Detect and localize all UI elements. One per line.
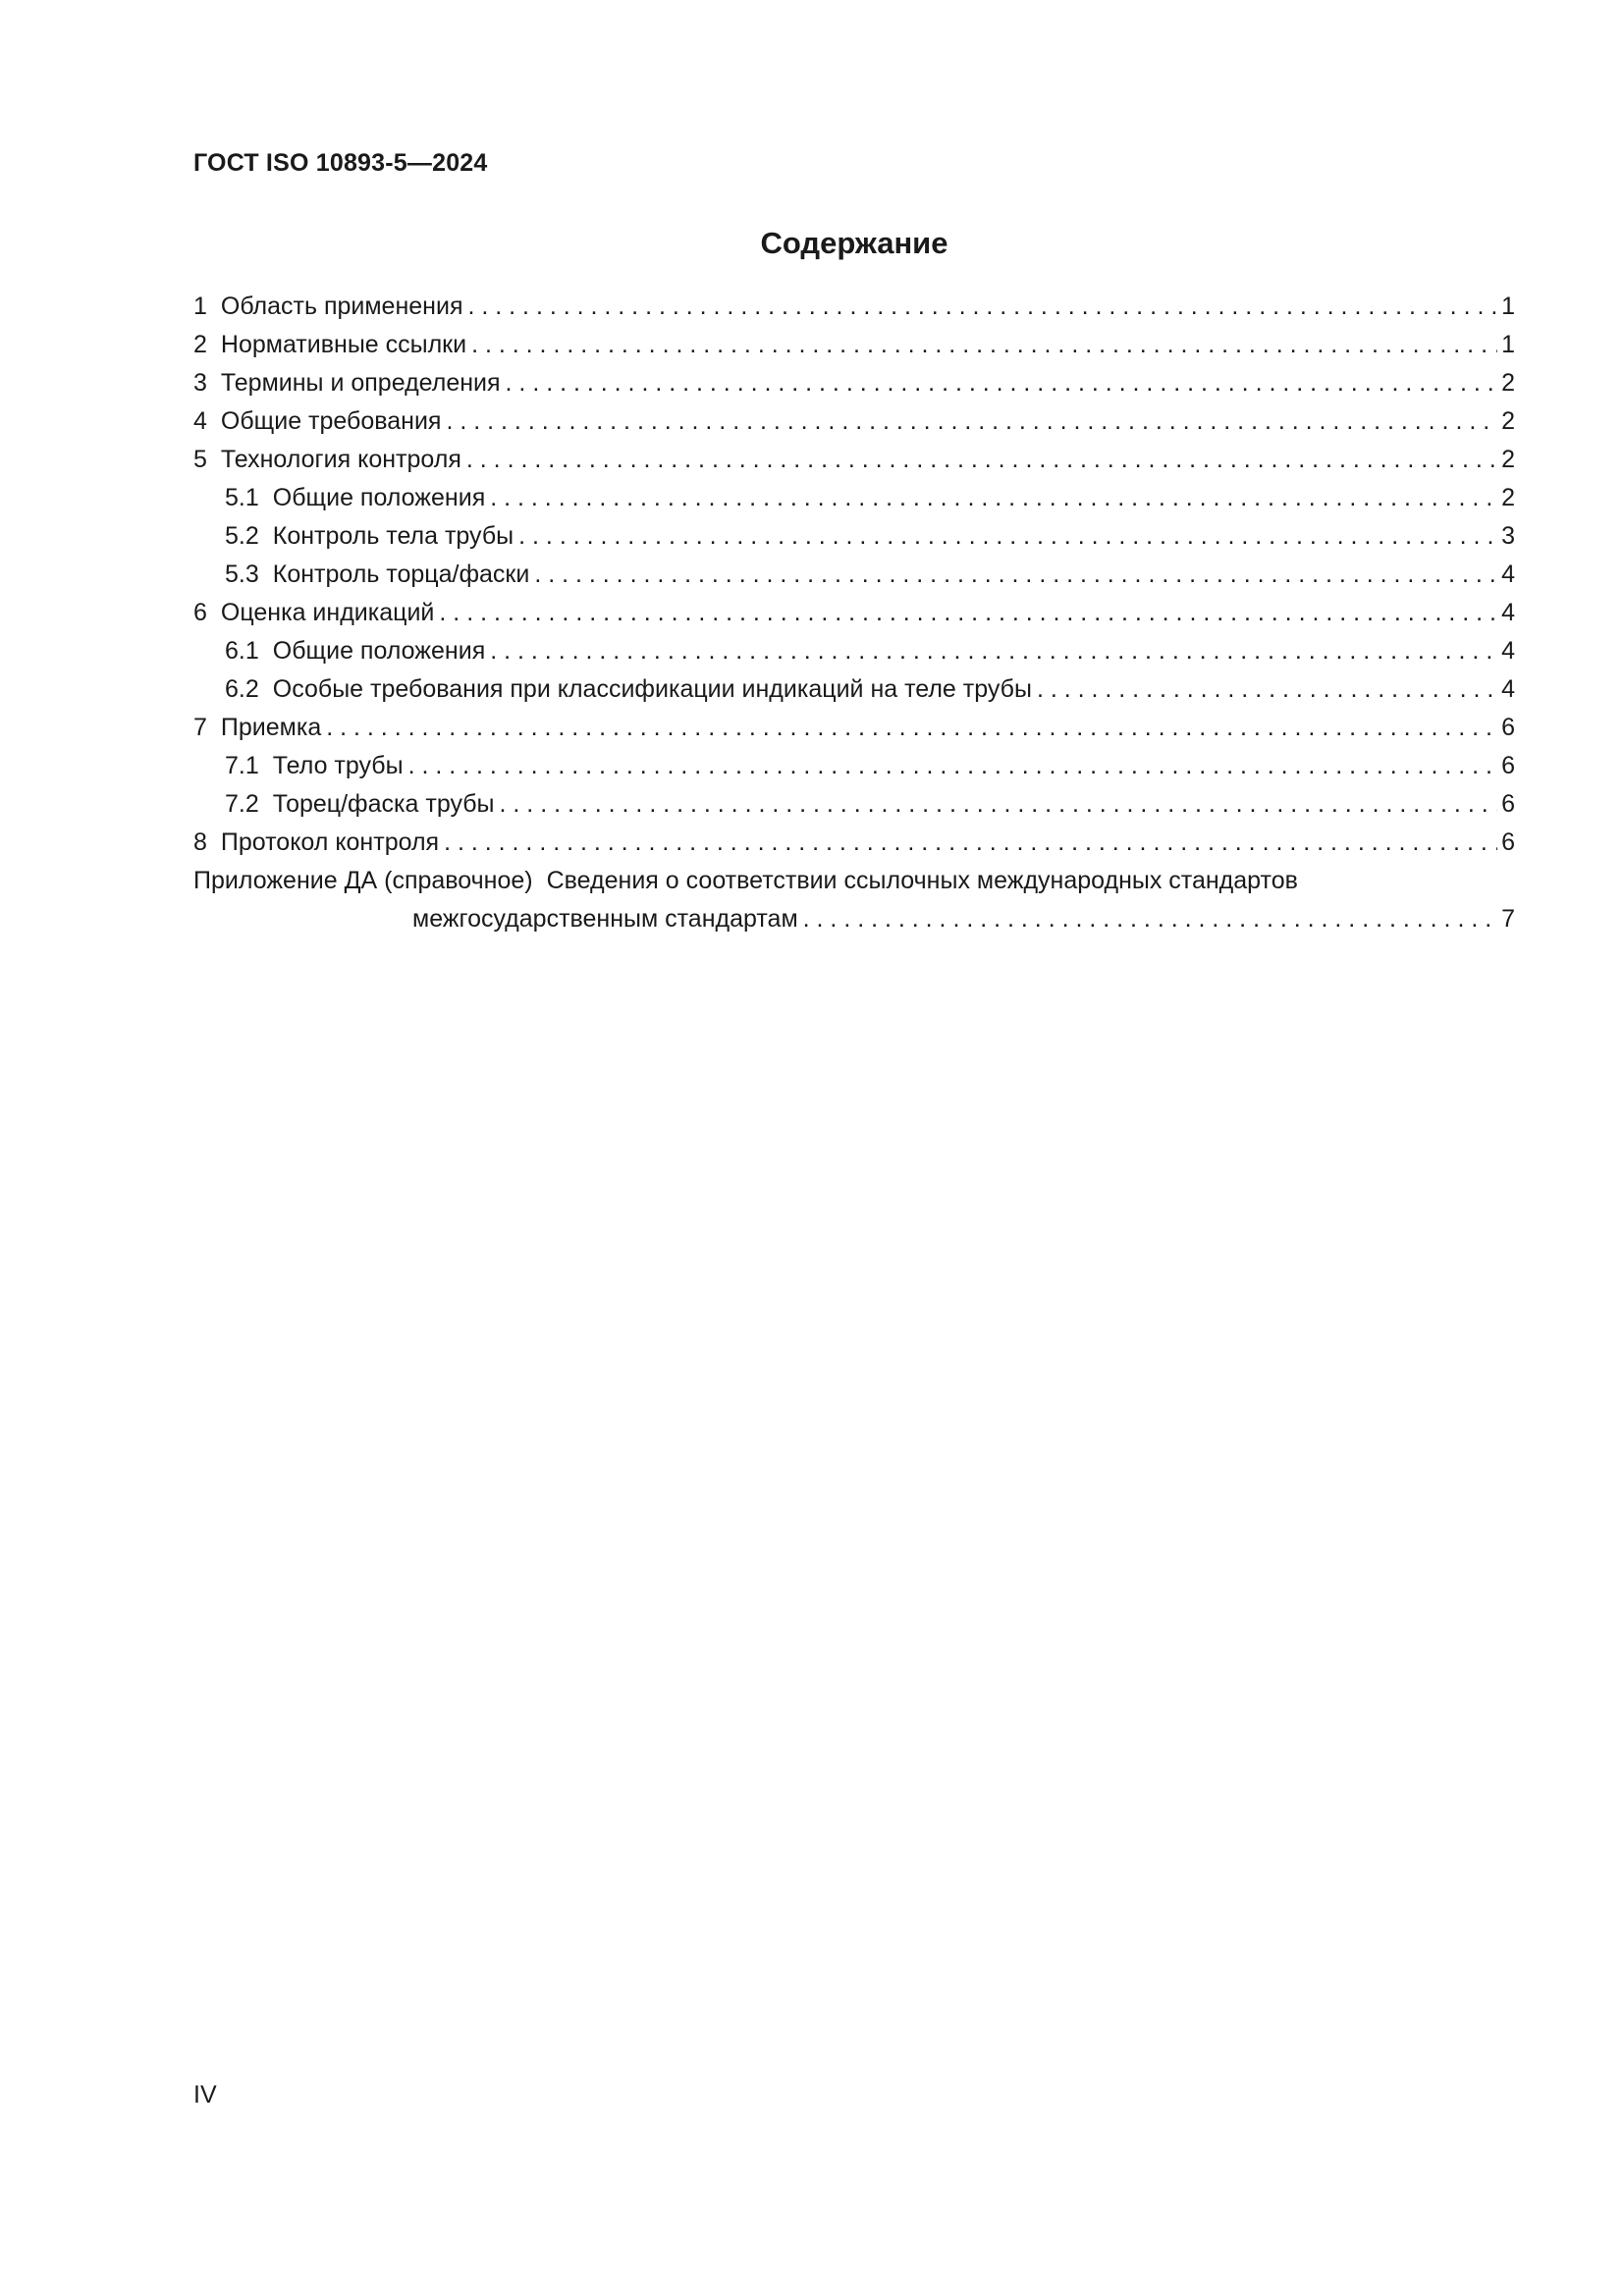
toc-entry-number: 5.2	[225, 522, 259, 550]
toc-dot-leader	[326, 709, 1497, 747]
toc-entry-page: 4	[1501, 675, 1515, 703]
toc-dot-leader	[490, 632, 1497, 670]
toc-entry-title: Общие положения	[272, 484, 486, 511]
toc-dot-leader	[500, 785, 1498, 824]
toc-entry-page: 6	[1501, 790, 1515, 818]
toc-entry-number: 2	[193, 331, 207, 358]
toc-dot-leader	[408, 747, 1498, 785]
toc-entry-page: 6	[1501, 714, 1515, 741]
toc-entry-page: 2	[1501, 369, 1515, 397]
toc-entry-title: Приемка	[220, 714, 322, 741]
toc-entry-title: Термины и определения	[220, 369, 501, 397]
toc-entry-5-1[interactable]	[193, 479, 1515, 517]
toc-title: Содержание	[760, 226, 948, 260]
toc-entry-1[interactable]	[193, 288, 1515, 326]
toc-entry-5-2[interactable]	[193, 517, 1515, 556]
toc-entry-2[interactable]	[193, 326, 1515, 364]
toc-entry-page: 4	[1501, 637, 1515, 665]
toc-entry-title: Особые требования при классификации индикаций на теле трубы	[272, 675, 1032, 703]
toc-entry-number: 5	[193, 446, 207, 473]
toc-entry-number: 7.2	[225, 790, 259, 818]
toc-entry-page: 2	[1501, 407, 1515, 435]
toc-dot-leader	[446, 402, 1497, 441]
toc-dot-leader	[534, 556, 1497, 594]
toc-entry-page: 6	[1501, 828, 1515, 856]
toc-entry-page: 4	[1501, 599, 1515, 626]
toc-entry-4[interactable]	[193, 402, 1515, 441]
toc-dot-leader	[506, 364, 1498, 402]
toc-entry-title: Область применения	[220, 293, 463, 320]
toc-entry-title: Контроль тела трубы	[272, 522, 514, 550]
toc-entry-title: Протокол контроля	[220, 828, 440, 856]
toc-entry-number: 6.1	[225, 637, 259, 665]
toc-entry-8[interactable]	[193, 824, 1515, 862]
toc-entry-page: 2	[1501, 446, 1515, 473]
toc-entry-number: 4	[193, 407, 207, 435]
page-number: IV	[193, 2081, 217, 2109]
toc-dot-leader	[439, 594, 1497, 632]
toc-entry-title: Тело трубы	[272, 752, 404, 779]
toc-dot-leader	[444, 824, 1497, 862]
toc-entry-7-2[interactable]	[193, 785, 1515, 824]
toc-entry-6-2[interactable]	[193, 670, 1515, 709]
toc-entry-page: 3	[1501, 522, 1515, 550]
toc-entry-title: Торец/фаска трубы	[272, 790, 495, 818]
toc-entry-title: Общие требования	[220, 407, 442, 435]
table-of-contents	[193, 288, 1515, 938]
toc-entry-page: 6	[1501, 752, 1515, 779]
toc-dot-leader	[471, 326, 1497, 364]
toc-entry-page: 7	[1501, 905, 1515, 933]
toc-dot-leader	[803, 900, 1497, 938]
toc-entry-number: 7.1	[225, 752, 259, 779]
toc-entry-number: 8	[193, 828, 207, 856]
toc-entry-title: Контроль торца/фаски	[272, 561, 530, 588]
document-code-header: ГОСТ ISO 10893-5—2024	[193, 149, 488, 177]
toc-dot-leader	[490, 479, 1497, 517]
toc-dot-leader	[467, 288, 1497, 326]
toc-entry-page: 1	[1501, 331, 1515, 358]
toc-entry-page: 2	[1501, 484, 1515, 511]
annex-title-line-1: Сведения о соответствии ссылочных международных стандартов	[546, 867, 1298, 894]
toc-entry-number: 6	[193, 599, 207, 626]
toc-entry-number: 5.3	[225, 561, 259, 588]
toc-dot-leader	[1037, 670, 1497, 709]
toc-entry-title: Общие положения	[272, 637, 486, 665]
toc-entry-page: 1	[1501, 293, 1515, 320]
toc-entry-number: 7	[193, 714, 207, 741]
annex-title-line-2: межгосударственным стандартам	[412, 905, 798, 933]
annex-label: Приложение ДА (справочное)	[193, 867, 533, 894]
toc-entry-5-3[interactable]	[193, 556, 1515, 594]
toc-entry-number: 6.2	[225, 675, 259, 703]
toc-entry-annex-da[interactable]	[193, 862, 1515, 938]
toc-entry-number: 5.1	[225, 484, 259, 511]
toc-entry-title: Оценка индикаций	[220, 599, 435, 626]
toc-entry-number: 1	[193, 293, 207, 320]
toc-entry-number: 3	[193, 369, 207, 397]
toc-entry-7-1[interactable]	[193, 747, 1515, 785]
toc-dot-leader	[466, 441, 1497, 479]
toc-dot-leader	[518, 517, 1497, 556]
toc-entry-5[interactable]	[193, 441, 1515, 479]
toc-entry-3[interactable]	[193, 364, 1515, 402]
toc-entry-title: Нормативные ссылки	[220, 331, 467, 358]
toc-entry-6[interactable]	[193, 594, 1515, 632]
toc-entry-7[interactable]	[193, 709, 1515, 747]
toc-entry-page: 4	[1501, 561, 1515, 588]
toc-entry-6-1[interactable]	[193, 632, 1515, 670]
toc-entry-title: Технология контроля	[220, 446, 461, 473]
